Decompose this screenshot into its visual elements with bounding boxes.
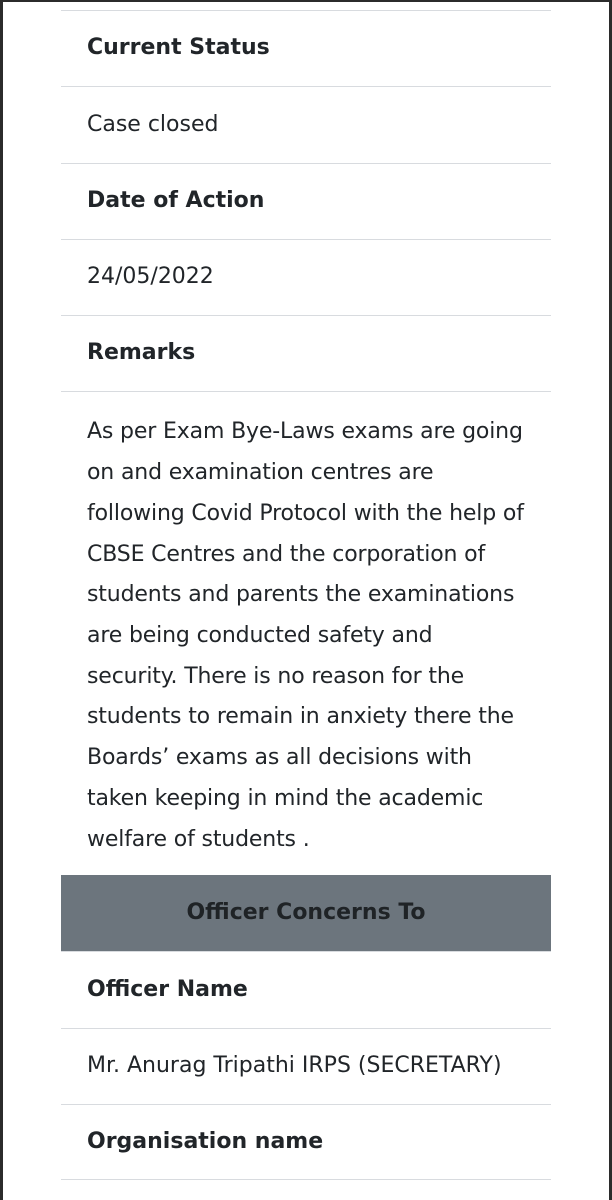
remarks-label: Remarks: [61, 315, 551, 391]
organisation-name-label: Organisation name: [61, 1104, 551, 1180]
grievance-details-table: [61, 10, 551, 1180]
officer-name-label: Officer Name: [61, 951, 551, 1027]
officer-section-header: Officer Concerns To: [61, 875, 551, 951]
current-status-label: Current Status: [61, 10, 551, 86]
date-of-action-label: Date of Action: [61, 163, 551, 239]
window-top-border: [0, 0, 612, 2]
current-status-value: Case closed: [61, 86, 551, 162]
window-left-border: [0, 0, 3, 1200]
remarks-value: As per Exam Bye-Laws exams are going on and examination centres are following Covid Protocol with the help of CBSE Centres and the corporation of students and parents the examinations are being conducted safety and security. There is no reason for the students to remain in anxiety there the Boards’ exams as all decisions with taken keeping in mind the academic welfare of students .: [61, 391, 551, 875]
officer-name-value: Mr. Anurag Tripathi IRPS (SECRETARY): [61, 1028, 551, 1104]
date-of-action-value: 24/05/2022: [61, 239, 551, 315]
